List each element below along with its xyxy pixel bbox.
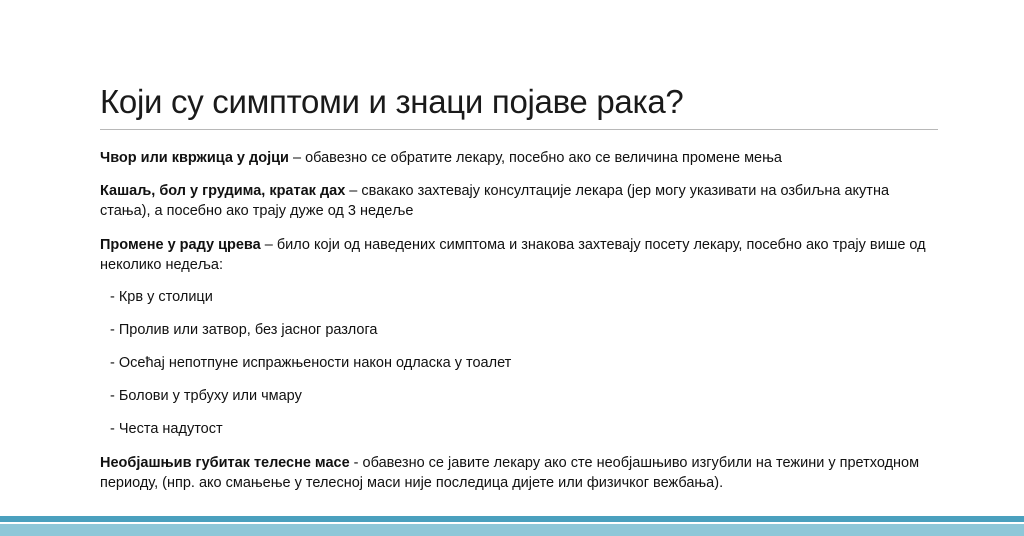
title-divider <box>100 129 938 130</box>
list-item: - Честа надутост <box>110 421 223 437</box>
paragraph-heading: Необјашњив губитак телесне масе <box>100 455 350 471</box>
paragraph-text: – било који од наведених симптома и знакова захтевају посету лекару, посебно ако трају више од неколико недеља: <box>100 237 926 273</box>
paragraph-bowel-changes <box>100 235 930 275</box>
list-item: - Пролив или затвор, без јасног разлога <box>110 322 378 338</box>
paragraph-heading: Чвор или квржица у дојци <box>100 150 289 166</box>
footer-stripe <box>0 524 1024 536</box>
paragraph-breast-lump <box>100 148 930 168</box>
paragraph-weight-loss <box>100 453 930 493</box>
paragraph-text: - обавезно се јавите лекару ако сте необјашњиво изгубили на тежини у претходном периоду, (нпр. ако смањење у телесној маси није последица дијете или физичког вежбања). <box>100 455 920 491</box>
paragraph-text: – обавезно се обратите лекару, посебно ако се величина промене мења <box>288 150 782 166</box>
paragraph-heading: Промене у раду црева <box>100 237 261 253</box>
list-item: - Крв у столици <box>110 289 213 305</box>
list-item: - Болови у трбуху или чмару <box>110 388 302 404</box>
paragraph-cough <box>100 181 930 221</box>
slide-title: Који су симптоми и знаци појаве рака? <box>100 83 684 120</box>
paragraph-heading: Кашаљ, бол у грудима, кратак дах <box>100 183 346 199</box>
list-item: - Осећај непотпуне испражњености након одласка у тоалет <box>110 355 512 371</box>
paragraph-text: – свакако захтевају консултације лекара (јер могу указивати на озбиљна акутна стања), а посебно ако трају дуже од 3 недеље <box>100 183 890 219</box>
